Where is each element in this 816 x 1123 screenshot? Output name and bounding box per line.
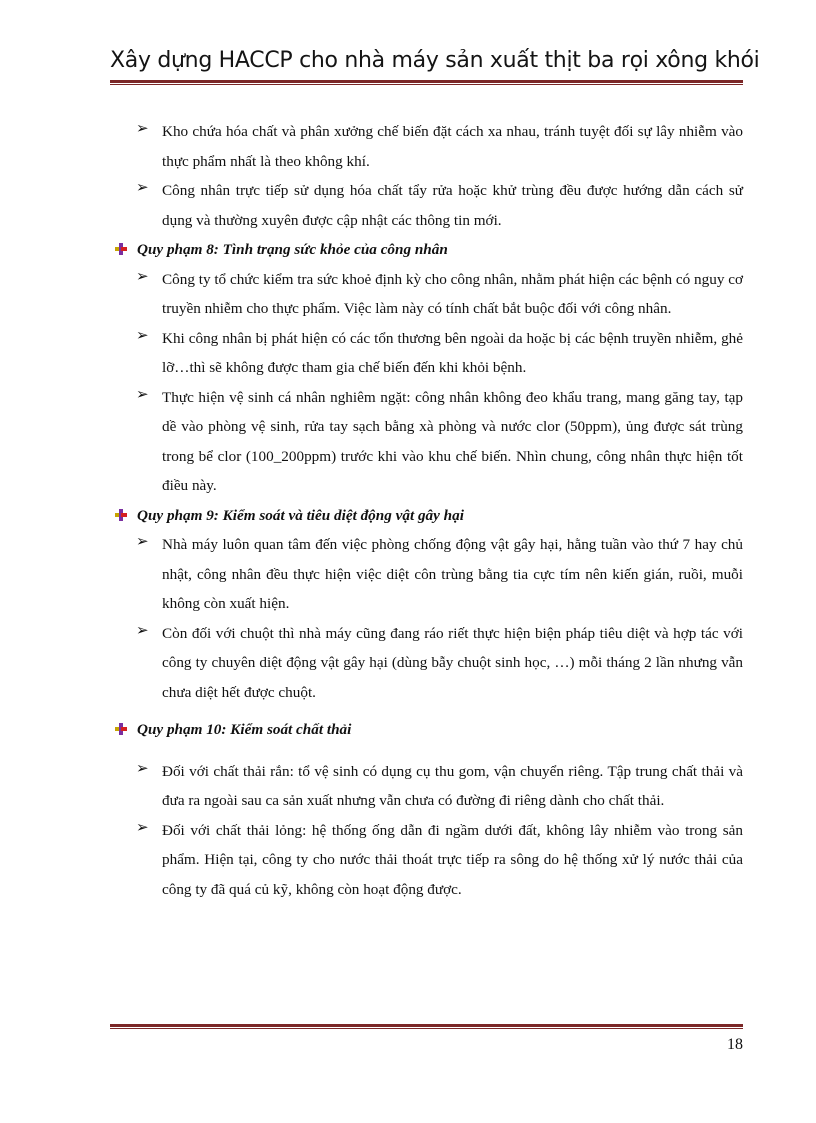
- list-item: [113, 530, 743, 619]
- arrow-bullet-icon: ➢: [136, 817, 149, 836]
- arrow-bullet-icon: ➢: [136, 620, 149, 639]
- bullet-text: Thực hiện vệ sinh cá nhân nghiêm ngặt: công nhân không đeo khẩu trang, mang găng tay, tạp dề vào phòng vệ sinh, rửa tay sạch bằng xà phòng và nước clor (50ppm), ủng được sát trùng trong bể clor (100_200ppm) trước khi vào khu chế biến. Nhìn chung, công nhân thực hiện tốt điều này.: [162, 388, 743, 494]
- colored-plus-icon: [115, 723, 127, 735]
- list-item: [113, 383, 743, 501]
- bullet-text: Nhà máy luôn quan tâm đến việc phòng chống động vật gây hại, hằng tuần vào thứ 7 hay chủ nhật, công nhân đều thực hiện việc diệt côn trùng bằng tia cực tím nên kiến gián, ruồi, muỗi không còn xuất hiện.: [162, 536, 743, 612]
- colored-plus-icon: [115, 243, 127, 255]
- section-heading-text: Quy phạm 8: Tình trạng sức khỏe của công nhân: [137, 241, 448, 258]
- section-heading-text: Quy phạm 10: Kiểm soát chất thải: [137, 721, 352, 738]
- section-heading: [113, 715, 743, 745]
- page-header-title: Xây dựng HACCP cho nhà máy sản xuất thịt ba rọi xông khói: [110, 48, 760, 73]
- list-item: [113, 117, 743, 176]
- arrow-bullet-icon: ➢: [136, 384, 149, 403]
- list-item: [113, 619, 743, 708]
- section-heading: [113, 235, 743, 265]
- header-divider: [110, 80, 743, 85]
- arrow-bullet-icon: ➢: [136, 119, 149, 137]
- bullet-text: Còn đối với chuột thì nhà máy cũng đang ráo riết thực hiện biện pháp tiêu diệt và hợp tác với công ty chuyên diệt động vật gây hại (dùng bẫy chuột sinh học, …) mỗi tháng 2 lần nhưng vẫn chưa diệt hết được chuột.: [162, 624, 743, 701]
- colored-plus-icon: [115, 509, 127, 521]
- bullet-text: Công ty tổ chức kiểm tra sức khoẻ định kỳ cho công nhân, nhằm phát hiện các bệnh có nguy cơ truyền nhiễm cho thực phẩm. Việc làm này có tính chất bắt buộc đối với công nhân.: [162, 270, 743, 317]
- arrow-bullet-icon: ➢: [136, 532, 149, 550]
- document-body: [113, 117, 743, 904]
- list-item: [113, 757, 743, 816]
- arrow-bullet-icon: ➢: [136, 325, 149, 344]
- bullet-text: Đối với chất thải rắn: tổ vệ sinh có dụng cụ thu gom, vận chuyển riêng. Tập trung chất thải và đưa ra ngoài sau ca sản xuất nhưng vẫn chưa có đường đi riêng dành cho chất thải.: [162, 762, 743, 809]
- section-heading-text: Quy phạm 9: Kiểm soát và tiêu diệt động vật gây hại: [137, 506, 464, 524]
- footer-divider: [110, 1024, 743, 1029]
- list-item: [113, 324, 743, 383]
- page-number: 18: [727, 1036, 743, 1053]
- list-item: [113, 265, 743, 324]
- arrow-bullet-icon: ➢: [136, 178, 149, 196]
- arrow-bullet-icon: ➢: [136, 266, 149, 285]
- bullet-text: Khi công nhân bị phát hiện có các tổn thương bên ngoài da hoặc bị các bệnh truyền nhiễm, ghẻ lỡ…thì sẽ không được tham gia chế biến đến khi khỏi bệnh.: [162, 329, 743, 376]
- list-item: [113, 816, 743, 905]
- section-heading: [113, 501, 743, 531]
- arrow-bullet-icon: ➢: [136, 758, 149, 777]
- bullet-text: Công nhân trực tiếp sử dụng hóa chất tẩy rửa hoặc khử trùng đều được hướng dẫn cách sử dụng và thường xuyên được cập nhật các thông tin mới.: [162, 182, 743, 229]
- list-item: [113, 176, 743, 235]
- bullet-text: Kho chứa hóa chất và phân xưởng chế biến đặt cách xa nhau, tránh tuyệt đối sự lây nhiễm vào thực phẩm nhất là theo không khí.: [162, 123, 743, 170]
- bullet-text: Đối với chất thải lỏng: hệ thống ống dẫn đi ngầm dưới đất, không lây nhiễm vào trong sản phẩm. Hiện tại, công ty cho nước thải thoát trực tiếp ra sông do hệ thống xử lý nước thải của công ty đã quá củ kỹ, không còn hoạt động được.: [162, 821, 743, 898]
